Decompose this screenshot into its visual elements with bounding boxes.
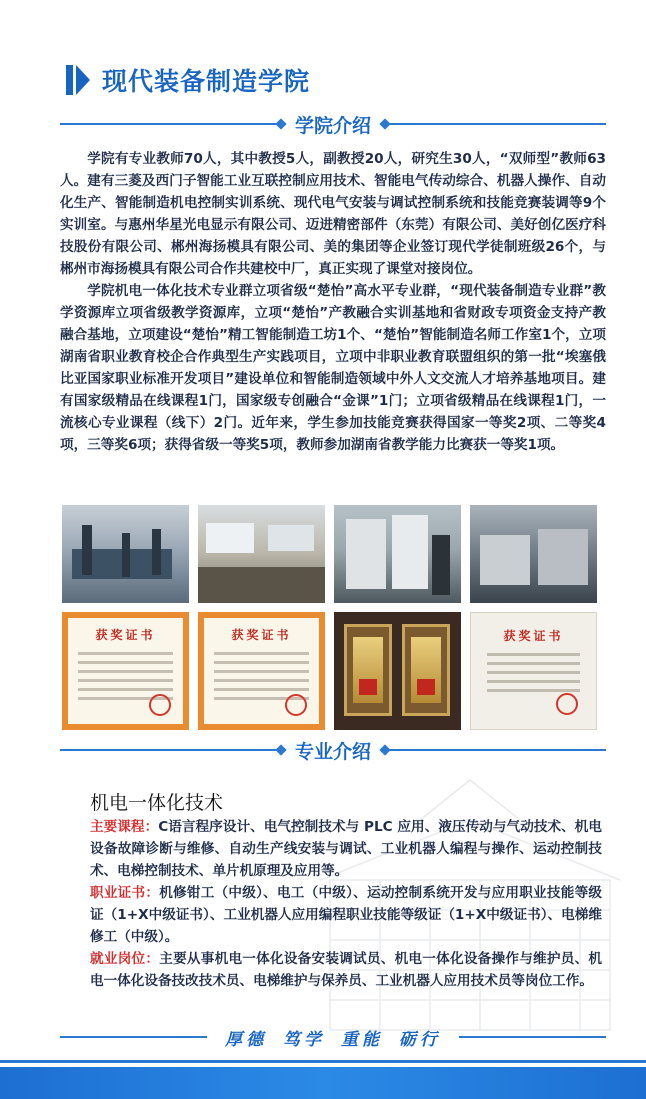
- jobs-text: 主要从事机电一体化设备安装调试员、机电一体化设备操作与维护员、机电一体化设备技改技术员、电梯维护与保养员、工业机器人应用技术员等岗位工作。: [90, 951, 603, 989]
- section-title-major-intro: 专业介绍: [295, 740, 372, 763]
- award-plaques: [334, 612, 461, 730]
- divider-right: [459, 1036, 606, 1038]
- footer-band: [0, 1067, 646, 1099]
- certs-text: 机修钳工（中级）、电工（中级）、运动控制系统开发与应用职业技能等级证（1+X中级证书）、工业机器人应用编程职业技能等级证（1+X中级证书）、电梯维修工（中级）。: [90, 885, 603, 945]
- divider-left: [60, 1036, 207, 1038]
- certificate-title: 获奖证书: [231, 628, 292, 642]
- seal-icon: [149, 694, 171, 716]
- training-lab-photo: [62, 505, 189, 603]
- chevron-right-icon: [66, 63, 92, 97]
- motto-text: 厚德 笃学 重能 砺行: [225, 1029, 441, 1050]
- major-name: 机电一体化技术: [90, 792, 224, 814]
- divider-left: [60, 123, 281, 125]
- intro-paragraph-1: 学院有专业教师70人，其中教授5人，副教授20人，研究生30人，“双师型”教师63人。建有三菱及西门子智能工业互联控制应用技术、智能电气传动综合、机器人操作、自动化生产、智能制造机电控制实训系统、现代电气安装与调试控制系统和技能竞赛装调等9个实训室。与惠州华星光电显示有限公司、迈进精密部件（东莞）有限公司、美好创亿医疗科技股份有限公司、郴州海扬模具有限公司、美的集团等企业签订现代学徒制班级26个，与郴州市海扬模具有限公司合作共建校中厂，真正实现了课堂对接岗位。: [60, 151, 606, 277]
- divider-left: [60, 749, 281, 751]
- equipment-training-photo: [334, 505, 461, 603]
- courses-label: 主要课程：: [90, 819, 159, 835]
- photo-gallery: [62, 505, 597, 730]
- certs-paragraph: [90, 882, 602, 948]
- seal-icon: [285, 694, 307, 716]
- motto-banner: [60, 1022, 606, 1052]
- section-title-college-intro: 学院介绍: [295, 114, 372, 137]
- section-header-major-intro: [60, 736, 606, 764]
- courses-text: C语言程序设计、电气控制技术与 PLC 应用、液压传动与气动技术、机电设备故障诊断与维修、自动生产线安装与调试、工业机器人编程与操作、运动控制技术、电梯控制技术、单片机原理及应用等。: [90, 819, 602, 879]
- award-certificate: [470, 612, 597, 730]
- cnc-workshop-photo: [470, 505, 597, 603]
- major-details: [90, 816, 602, 992]
- certs-label: 职业证书：: [90, 885, 160, 901]
- jobs-label: 就业岗位：: [90, 951, 160, 967]
- award-certificate: [198, 612, 325, 730]
- intro-paragraph-2: 学院机电一体化技术专业群立项省级“楚怡”高水平专业群，“现代装备制造专业群”教学资源库立项省级教学资源库，立项“楚怡”产教融合实训基地和省财政专项资金支持产教融合基地，立项建设“楚怡”精工智能制造工坊1个、“楚怡”智能制造名师工作室1个，立项湖南省职业教育校企合作典型生产实践项目，立项中非职业教育联盟组织的第一批“埃塞俄比亚国家职业标准开发项目”建设单位和智能制造领域中外人文交流人才培养基地项目。建有国家级精品在线课程1门，国家级专创融合“金课”1门；立项省级精品在线课程1门，一流核心专业课程（线下）2门。近年来，学生参加技能竞赛获得国家一等奖2项、二等奖4项，三等奖6项；获得省级一等奖5项，教师参加湖南省教学能力比赛获一等奖1项。: [60, 283, 606, 453]
- college-intro-text: [60, 148, 606, 456]
- jobs-paragraph: [90, 948, 602, 992]
- footer-stripe: [0, 1060, 646, 1063]
- certificate-title: 获奖证书: [503, 629, 564, 643]
- seal-icon: [556, 693, 578, 715]
- page-title: [66, 60, 310, 100]
- award-certificate: [62, 612, 189, 730]
- courses-paragraph: [90, 816, 602, 882]
- divider-right: [385, 749, 606, 751]
- divider-right: [385, 123, 606, 125]
- section-header-college-intro: [60, 110, 606, 138]
- classroom-photo: [198, 505, 325, 603]
- college-name: 现代装备制造学院: [102, 67, 311, 96]
- certificate-title: 获奖证书: [95, 628, 156, 642]
